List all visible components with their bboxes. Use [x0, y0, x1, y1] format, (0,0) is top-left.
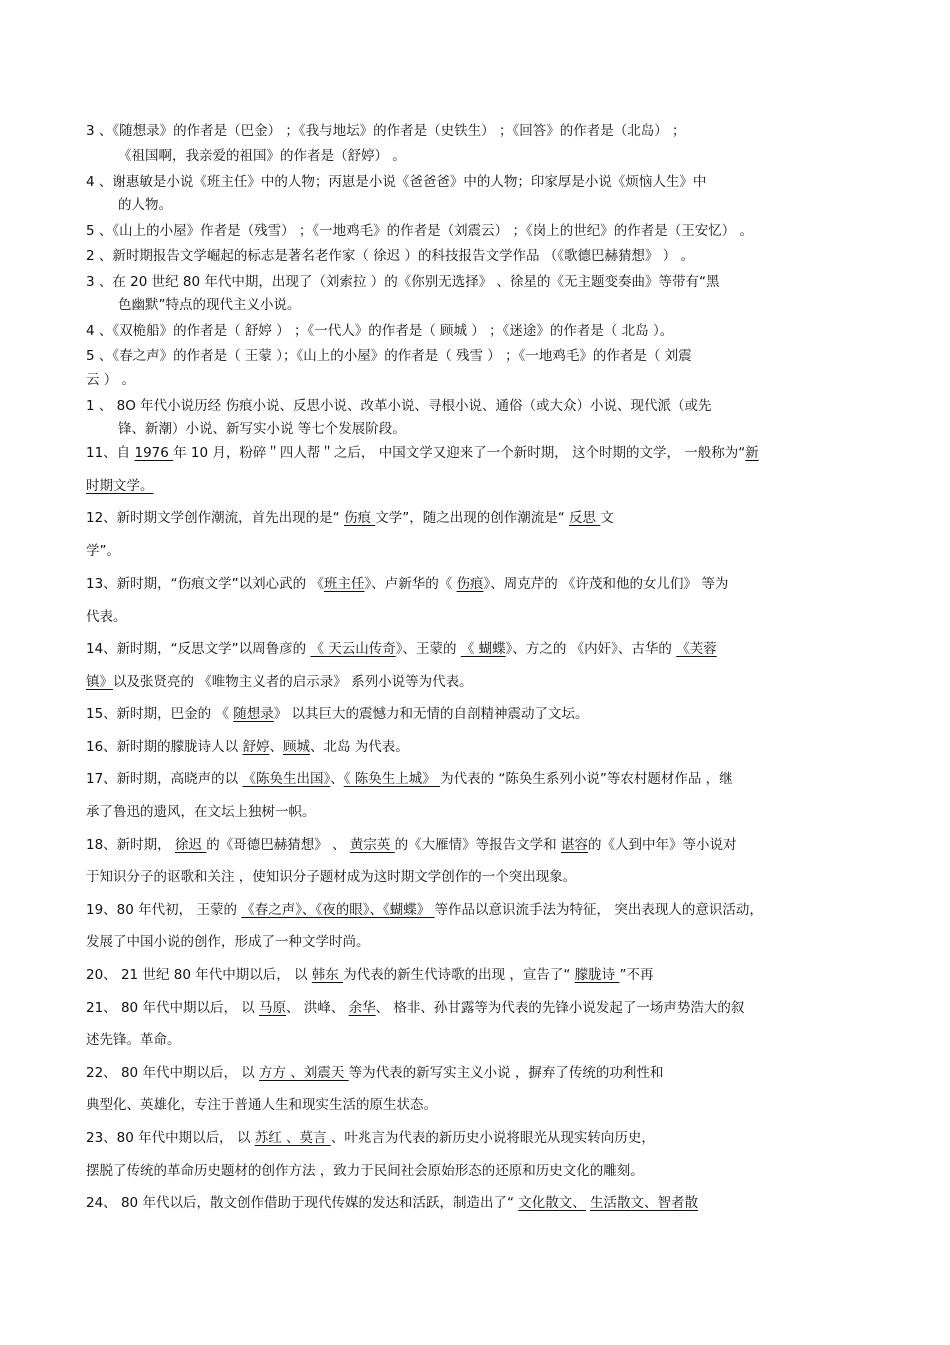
answer-blank: 班主任: [323, 576, 365, 592]
line-7: 3 、在 20 世纪 80 年代中期，出现了（刘索拉 ）的《你别无选择》 、徐星的《无主题变奏曲》等带有“黑: [86, 274, 720, 290]
q22-line-2: 典型化、英雄化，专注于普通人生和现实生活的原生状态。: [86, 1097, 437, 1113]
line-12: 1 、 8O 年代小说历经 伤痕小说、反思小说、改革小说、寻根小说、通俗（或大众）小说、现代派（或先: [86, 398, 712, 414]
answer-blank: 《芙蓉: [676, 641, 717, 657]
answer-blank: 时期文学。: [86, 478, 154, 494]
text: 》、王蒙的: [395, 641, 461, 657]
answer-blank: 马原: [259, 1000, 287, 1016]
answer-blank: 《 蝴蝶: [460, 641, 506, 657]
text: 、叶兆言为代表的新历史小说将眼光从现实转向历史，: [330, 1130, 655, 1146]
text: 12、新时期文学创作潮流，首先出现的是“: [86, 510, 344, 526]
text: 21、 80 年代中期以后， 以: [86, 1000, 260, 1016]
q24-line: [86, 1194, 866, 1212]
answer-blank: 黄宗英: [349, 837, 395, 853]
text: 23、80 年代中期以后， 以: [86, 1130, 255, 1146]
answer-blank: 徐迟: [174, 837, 207, 853]
q11-line-2: [86, 477, 866, 495]
answer-blank: 伤痕: [456, 576, 484, 592]
q23-line-2: 摆脱了传统的革命历史题材的创作方法 ，致力于民间社会原始形态的还原和历史文化的雕刻。: [86, 1163, 644, 1179]
q14-line-1: [86, 640, 866, 658]
q23-line-1: [86, 1129, 866, 1147]
text: 为代表的新生代诗歌的出现 ，宣告了“: [343, 967, 575, 983]
text: 、 洪峰、: [286, 1000, 349, 1016]
text: 14、新时期，“反思文学”以周鲁彦的: [86, 641, 311, 657]
line-1: 3 、《随想录》的作者是（巴金） ；《我与地坛》的作者是（史铁生） ；《回答》的作者是（北岛） ；: [86, 123, 686, 139]
q19-line-2: 发展了中国小说的创作，形成了一种文学时尚。: [86, 934, 370, 950]
q18-line-1: [86, 836, 866, 854]
line-2: 《祖国啊，我亲爱的祖国》的作者是（舒婷） 。: [118, 148, 406, 164]
text: 为代表的 “陈奂生系列小说”等农村题材作品 ，继: [440, 771, 733, 787]
q22-line-1: [86, 1064, 866, 1082]
text: 20、 21 世纪 80 年代中期以后， 以: [86, 967, 312, 983]
text: 文: [600, 510, 614, 526]
answer-blank: 韩东: [311, 967, 344, 983]
line-10: 5 、《春之声》的作者是（ 王蒙 ）；《山上的小屋》的作者是（ 残雪 ） ；《一地鸡毛》的作者是（ 刘震: [86, 348, 692, 364]
text: 16、新时期的朦胧诗人以: [86, 739, 243, 755]
text: 、: [269, 739, 283, 755]
text: 等为代表的新写实主义小说 ，摒弃了传统的功利性和: [348, 1065, 664, 1081]
line-5: 5 、《山上的小屋》作者是（残雪） ；《一地鸡毛》的作者是（刘震云） ；《岗上的世纪》的作者是（王安忆） 。: [86, 223, 754, 239]
q20-line: [86, 966, 866, 984]
text: 、: [330, 771, 344, 787]
text: 11、自: [86, 445, 135, 461]
q11-line-1: [86, 444, 866, 462]
text: 的《人到中年》等小说对: [587, 837, 737, 853]
answer-blank: 苏红 、莫言: [254, 1130, 331, 1146]
line-11: 云 ） 。: [86, 372, 136, 388]
line-8: 色幽默”特点的现代主义小说。: [118, 297, 301, 313]
q18-line-2: 于知识分子的讴歌和关注 ，使知识分子题材成为这时期文学创作的一个突出现象。: [86, 869, 577, 885]
text: 22、 80 年代中期以后， 以: [86, 1065, 260, 1081]
q21-line-1: [86, 999, 866, 1017]
text: ”不再: [619, 967, 654, 983]
answer-blank: 新: [745, 445, 759, 461]
q13-line-1: [86, 575, 866, 593]
line-4: 的人物。: [118, 197, 172, 213]
answer-blank: 随想录: [233, 706, 274, 722]
text: 文学”，随之出现的创作潮流是“: [375, 510, 570, 526]
text: 19、80 年代初， 王蒙的: [86, 902, 242, 918]
text: 》、卢新华的《: [364, 576, 457, 592]
text: 24、 80 年代以后，散文创作借助于现代传媒的发达和活跃，制造出了“: [86, 1195, 519, 1211]
answer-blank: 生活散文、智者散: [590, 1195, 699, 1211]
answer-blank: 谌容: [560, 837, 588, 853]
q17-line-1: [86, 770, 866, 788]
q13-line-2: 代表。: [86, 609, 127, 625]
answer-blank: 文化散文、: [518, 1195, 586, 1211]
answer-blank: 《春之声》、《夜的眼》、《蝴蝶》: [241, 902, 435, 918]
text: 》 以其巨大的震憾力和无情的自剖精神震动了文坛。: [273, 706, 589, 722]
answer-blank: 余华: [348, 1000, 376, 1016]
q14-line-2: [86, 673, 866, 691]
text: 18、新时期，: [86, 837, 175, 853]
q15-line: [86, 705, 866, 723]
text: 》、方之的 《内奸》、古华的: [505, 641, 677, 657]
text: 等作品以意识流手法为特征， 突出表现人的意识活动，: [434, 902, 763, 918]
text: 以及张贤亮的 《唯物主义者的启示录》 系列小说等为代表。: [113, 674, 473, 690]
answer-blank: 舒婷: [242, 739, 270, 755]
answer-blank: 《 陈奂生上城》: [343, 771, 441, 787]
text: 的《哥德巴赫猜想》 、: [206, 837, 350, 853]
q12-line-2: 学”。: [86, 543, 120, 559]
text: 》、周克芹的 《许茂和他的女儿们》 等为: [483, 576, 729, 592]
q19-line-1: [86, 901, 866, 919]
answer-blank: 《陈奂生出国》: [242, 771, 331, 787]
line-13: 锋、新潮）小说、新写实小说 等七个发展阶段。: [118, 421, 406, 437]
q17-line-2: 承了鲁迅的遗风，在文坛上独树一帜。: [86, 804, 316, 820]
q21-line-2: 述先锋。革命。: [86, 1032, 181, 1048]
answer-blank: 《 天云山传奇: [310, 641, 396, 657]
line-9: 4 、《双桅船》的作者是（ 舒婷 ） ；《一代人》的作者是（ 顾城 ） ；《迷途》的作者是（ 北岛 ）。: [86, 323, 674, 339]
answer-blank: 方方 、刘震天: [259, 1065, 349, 1081]
answer-blank: 镇》: [86, 674, 113, 690]
answer-blank: 朦胧诗: [574, 967, 620, 983]
line-6: 2 、新时期报告文学崛起的标志是著名老作家（ 徐迟 ）的科技报告文学作品 （《歌德巴赫猜想》 ） 。: [86, 248, 695, 264]
text: 13、新时期，“伤痕文学”以刘心武的 《: [86, 576, 324, 592]
line-3: 4 、谢惠敏是小说《班主任》中的人物；丙崽是小说《爸爸爸》中的人物；印家厚是小说《烦恼人生》中: [86, 174, 707, 190]
answer-blank: 反思: [569, 510, 601, 526]
text: 的《大雁情》等报告文学和: [394, 837, 561, 853]
text: 、 格非、孙甘露等为代表的先锋小说发起了一场声势浩大的叙: [375, 1000, 745, 1016]
answer-blank: 顾城: [282, 739, 310, 755]
text: 15、新时期，巴金的 《: [86, 706, 234, 722]
answer-blank: 1976: [134, 445, 174, 461]
text: 、北岛 为代表。: [309, 739, 409, 755]
text: 17、新时期，高晓声的以: [86, 771, 243, 787]
q12-line-1: [86, 509, 866, 527]
text: 年 10 月，粉碎＂四人帮＂之后， 中国文学又迎来了一个新时期， 这个时期的文学， 一般称为“: [173, 445, 746, 461]
q16-line: [86, 738, 866, 756]
answer-blank: 伤痕: [343, 510, 376, 526]
